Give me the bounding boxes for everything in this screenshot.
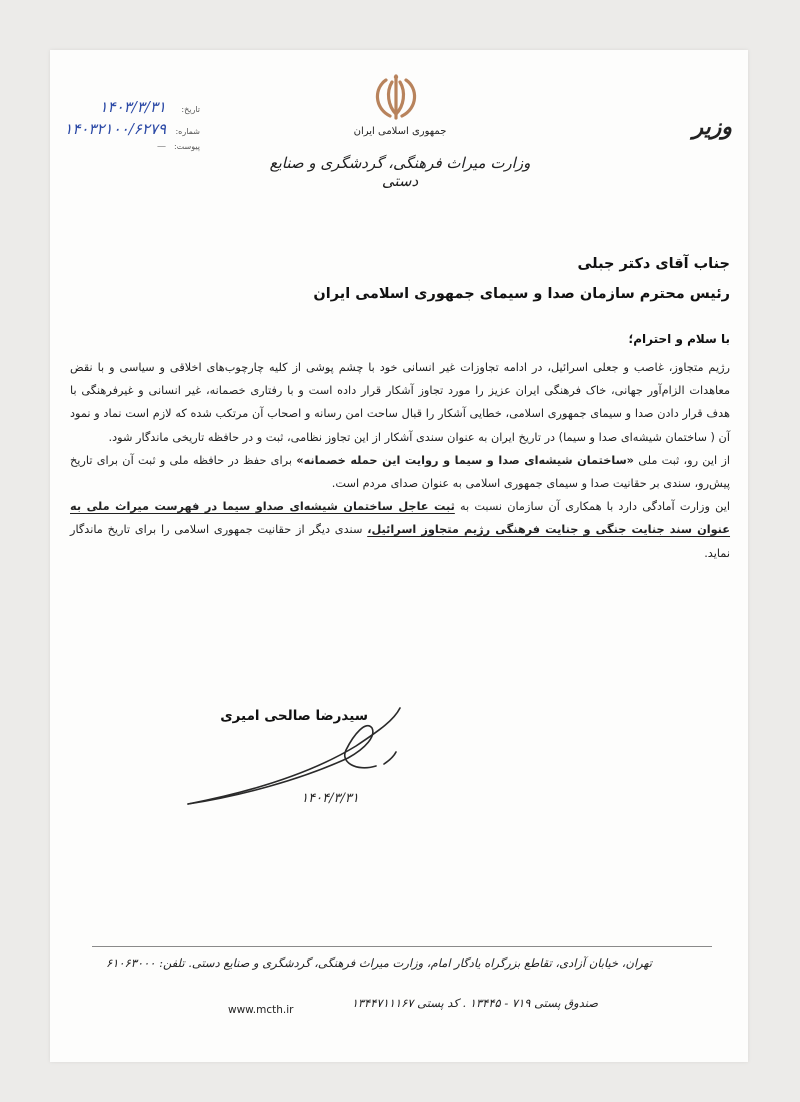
- signature-date: ۱۴۰۴/۳/۳۱: [301, 791, 359, 806]
- greeting: با سلام و احترام؛: [628, 332, 730, 346]
- body-paragraph-1: رژیم متجاوز، غاصب و جعلی اسرائیل، در ادامه تجاوزات غیر انسانی خود با چشم پوشی از کلیه چارچوب‌های اخلاقی و سیاسی و با نقض معاهدات الزام‌آور جهانی، خاک فرهنگی ایران عزیز را مورد تجاوز آشکار قرار داده است و با رفتاری خصمانه، غیر انسانی و غیرفرهنگی با هدف قرار دادن صدا و سیمای جمهوری اسلامی، خطایی آشکار را قبال ساحت امن رسانه و اصحاب آن مرتکب شده که لازم است نماد و نمود آن ( ساختمان شیشه‌ای صدا و سیما) در تاریخ ایران به عنوان سندی آشکار از این تجاوز نظامی، ثبت و در حافظه تاریخی ماندگار شود.: [70, 361, 730, 444]
- p2-intro: از این رو، ثبت ملی: [638, 453, 731, 467]
- p3-rest: سندی دیگر از حقانیت جمهوری اسلامی را برای تاریخ ماندگار نماید.: [70, 523, 730, 560]
- date-label: تاریخ:: [181, 105, 200, 114]
- letter-page: [50, 50, 748, 1062]
- footer-website: www.mcth.ir: [228, 1004, 294, 1016]
- p3-intro: این وزارت آمادگی دارد با همکاری آن سازمان نسبت به: [459, 500, 730, 514]
- attachment-value: —: [157, 142, 166, 152]
- minister-title: وزیر: [692, 114, 732, 140]
- body-paragraph-3: [70, 495, 730, 565]
- p2-rest: برای حفظ در حافظه ملی و ثبت آن برای تاریخ پیش‌رو، سندی بر حقانیت صدا و سیمای جمهوری اسلامی به عنوان صدای مردم است.: [70, 453, 730, 491]
- country-name: جمهوری اسلامی ایران: [353, 126, 447, 137]
- addressee-title: رئیس محترم سازمان صدا و سیمای جمهوری اسلامی ایران: [313, 286, 730, 302]
- footer-postal: صندوق پستی ۷۱۹ - ۱۳۴۴۵ . کد پستی ۱۳۴۴۷۱۱۱۶۷: [351, 996, 598, 1010]
- meta-date-row: [60, 98, 200, 120]
- signer-name: سیدرضا صالحی امیری: [220, 708, 368, 724]
- footer-address: تهران، خیابان آزادی، تقاطع بزرگراه یادگار امام، وزارت میراث فرهنگی، گردشگری و صنایع دستی. تلفن: ۶۱۰۶۳۰۰۰: [106, 956, 652, 970]
- number-value: ۱۴۰۳۲۱۰۰/۶۲۷۹: [64, 120, 166, 138]
- addressee-name: جناب آقای دکتر جبلی: [577, 256, 730, 272]
- meta-attachment-row: [60, 142, 200, 164]
- footer-divider: [92, 946, 712, 947]
- body-paragraph-2: [70, 449, 730, 495]
- date-value: ۱۴۰۳/۳/۳۱: [99, 98, 166, 116]
- ministry-name: وزارت میراث فرهنگی، گردشگری و صنایع دستی: [269, 154, 531, 190]
- iran-emblem-icon: [368, 72, 424, 122]
- meta-number-row: [60, 120, 200, 142]
- number-label: شماره:: [175, 127, 200, 136]
- letter-meta: [60, 98, 200, 164]
- attachment-label: پیوست:: [173, 142, 200, 151]
- p2-emphasis: «ساختمان شیشه‌ای صدا و سیما و روایت این حمله خصمانه»: [296, 453, 634, 467]
- letter-body: [70, 356, 730, 565]
- signature-icon: [180, 700, 410, 820]
- p3-underlined: ثبت عاجل ساختمان شیشه‌ای صداو سیما در فهرست میراث ملی به عنوان سند جنایت جنگی و جنایت فرهنگی رژیم متجاوز اسرائیل،: [70, 500, 731, 537]
